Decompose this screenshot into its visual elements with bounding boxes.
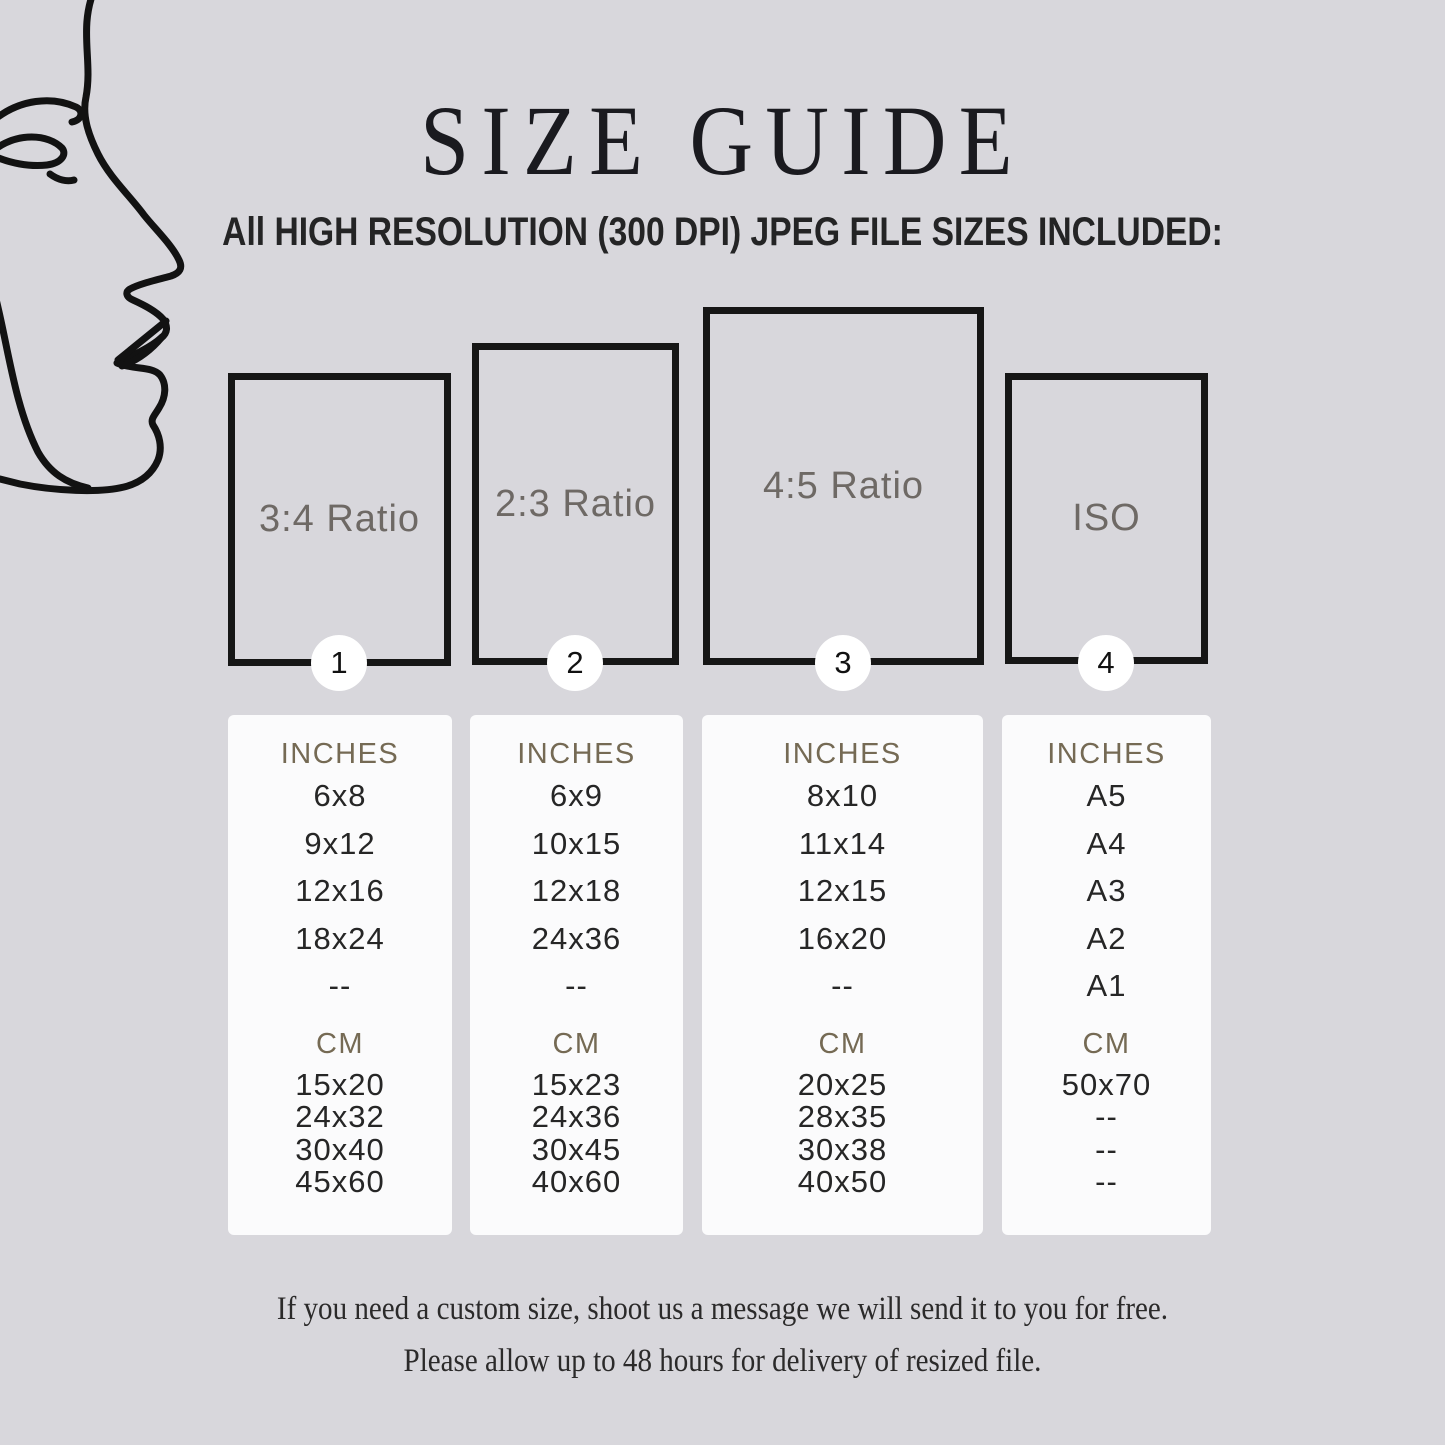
unit-header-inches: INCHES bbox=[517, 738, 636, 770]
footer-note bbox=[87, 1283, 1359, 1387]
unit-header-cm: CM bbox=[1082, 1027, 1131, 1060]
ratio-box-3-4 bbox=[228, 373, 451, 666]
ratio-box-4-5 bbox=[703, 307, 984, 665]
size-value: 40x60 bbox=[531, 1164, 622, 1199]
inches-size-list bbox=[228, 772, 452, 1010]
footer-note-line2: Please allow up to 48 hours for delivery of resized file. bbox=[403, 1343, 1042, 1379]
size-value: 12x15 bbox=[797, 873, 888, 908]
page-title: SIZE GUIDE bbox=[420, 85, 1025, 196]
size-value: 40x50 bbox=[797, 1164, 888, 1199]
footer-note-line1: If you need a custom size, shoot us a message we will send it to you for free. bbox=[276, 1291, 1169, 1327]
size-panel-4-5 bbox=[702, 715, 983, 1235]
inches-size-list bbox=[1002, 772, 1211, 1010]
size-value: 30x38 bbox=[797, 1131, 888, 1167]
size-value: 12x18 bbox=[531, 873, 622, 908]
unit-header-cm: CM bbox=[552, 1027, 601, 1060]
size-value: 10x15 bbox=[531, 825, 622, 861]
cm-size-list bbox=[228, 1066, 452, 1199]
size-value: -- bbox=[1095, 1099, 1118, 1134]
size-value: 20x25 bbox=[797, 1066, 888, 1102]
size-value: 16x20 bbox=[797, 920, 888, 956]
size-value: 15x23 bbox=[531, 1066, 622, 1102]
ratio-number-badge-4: 4 bbox=[1078, 635, 1134, 691]
size-value: -- bbox=[1095, 1131, 1118, 1167]
size-value: -- bbox=[328, 968, 352, 1003]
cm-size-list bbox=[470, 1066, 683, 1199]
ratio-label: 2:3 Ratio bbox=[494, 482, 657, 525]
unit-header-inches: INCHES bbox=[783, 738, 902, 770]
size-value: -- bbox=[831, 968, 854, 1003]
size-value: 6x9 bbox=[550, 778, 603, 813]
cm-size-list bbox=[702, 1066, 983, 1199]
inches-size-list bbox=[470, 772, 683, 1010]
size-value: 50x70 bbox=[1061, 1066, 1152, 1102]
size-value: 28x35 bbox=[797, 1099, 888, 1134]
ratio-label: 3:4 Ratio bbox=[258, 498, 421, 540]
size-value: A1 bbox=[1086, 968, 1127, 1003]
inches-size-list bbox=[702, 772, 983, 1010]
size-panel-iso bbox=[1002, 715, 1211, 1235]
size-value: 6x8 bbox=[313, 778, 367, 813]
unit-header-inches: INCHES bbox=[280, 738, 400, 770]
ratio-number-badge-1: 1 bbox=[311, 635, 367, 691]
size-value: 15x20 bbox=[295, 1066, 385, 1102]
ratio-number-badge-2: 2 bbox=[547, 635, 603, 691]
unit-header-cm: CM bbox=[818, 1027, 867, 1060]
unit-header-cm: CM bbox=[315, 1027, 365, 1060]
size-value: 30x40 bbox=[295, 1131, 385, 1167]
size-value: 24x32 bbox=[295, 1099, 385, 1134]
size-value: 18x24 bbox=[295, 920, 385, 956]
subtitle: All HIGH RESOLUTION (300 DPI) JPEG FILE SIZES INCLUDED: bbox=[222, 210, 1223, 254]
size-value: A2 bbox=[1086, 920, 1127, 956]
size-value: A4 bbox=[1086, 825, 1127, 861]
size-value: 24x36 bbox=[531, 920, 622, 956]
ratio-number-badge-3: 3 bbox=[815, 635, 871, 691]
size-value: 8x10 bbox=[806, 778, 879, 813]
unit-header-inches: INCHES bbox=[1047, 738, 1166, 770]
ratio-label: 4:5 Ratio bbox=[762, 464, 925, 507]
ratio-box-2-3 bbox=[472, 343, 679, 665]
size-value: 45x60 bbox=[295, 1164, 385, 1199]
size-value: 30x45 bbox=[531, 1131, 622, 1167]
cm-size-list bbox=[1002, 1066, 1211, 1199]
size-panel-2-3 bbox=[470, 715, 683, 1235]
size-value: A3 bbox=[1086, 873, 1127, 908]
size-value: 9x12 bbox=[304, 825, 376, 861]
size-value: 24x36 bbox=[531, 1099, 622, 1134]
size-value: A5 bbox=[1086, 778, 1127, 813]
ratio-box-iso bbox=[1005, 373, 1208, 664]
size-value: 11x14 bbox=[798, 825, 887, 861]
ratio-label: ISO bbox=[1072, 497, 1141, 539]
size-panel-3-4 bbox=[228, 715, 452, 1235]
size-value: -- bbox=[1095, 1164, 1118, 1199]
size-value: 12x16 bbox=[295, 873, 385, 908]
size-value: -- bbox=[565, 968, 588, 1003]
